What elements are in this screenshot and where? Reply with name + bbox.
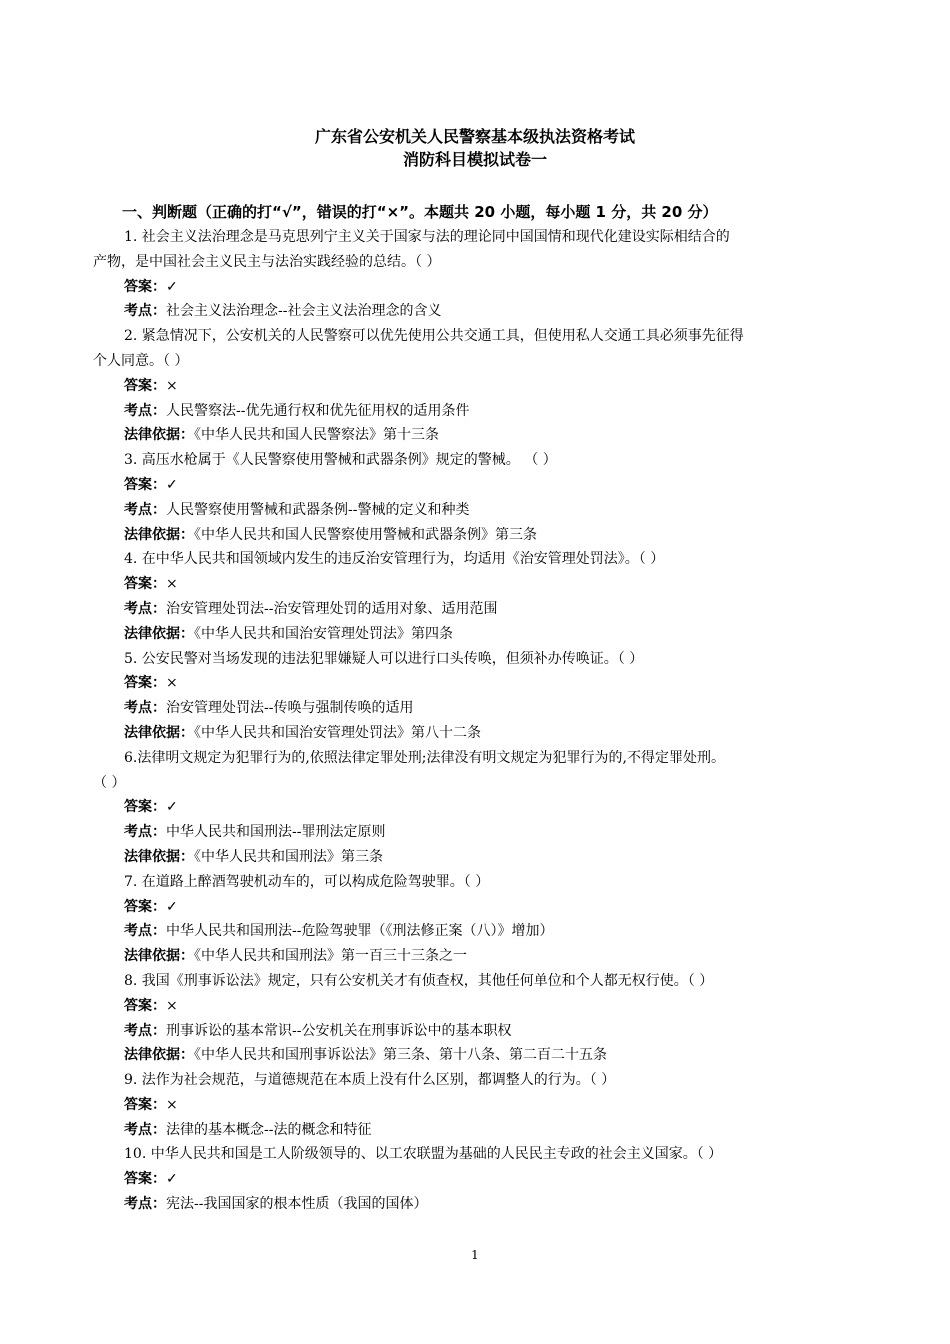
point-label: 考点： — [124, 402, 166, 419]
answer-row — [0, 895, 950, 920]
section-heading: 一、判断题（正确的打“√”，错误的打“×”。本题共 20 小题，每小题 1 分，共 20 分） — [122, 203, 718, 221]
basis-label: 法律依据： — [124, 526, 194, 543]
point-row — [0, 1019, 950, 1044]
point-value: 宪法--我国国家的根本性质（我国的国体） — [166, 1196, 428, 1213]
point-value: 人民警察使用警械和武器条例--警械的定义和种类 — [166, 501, 470, 518]
point-value: 人民警察法--优先通行权和优先征用权的适用条件 — [166, 402, 470, 419]
answer-label: 答案： — [124, 1171, 166, 1188]
basis-label: 法律依据： — [124, 1047, 194, 1064]
question-text — [0, 448, 950, 473]
point-label: 考点： — [124, 600, 166, 617]
answer-value: ✓ — [166, 1171, 178, 1188]
answer-row — [0, 1167, 950, 1192]
point-label: 考点： — [124, 501, 166, 518]
question-stem: 10. 中华人民共和国是工人阶级领导的、以工农联盟为基础的人民民主专政的社会主义国家。（ ） — [124, 1146, 723, 1163]
answer-label: 答案： — [124, 377, 166, 394]
basis-label: 法律依据： — [124, 948, 194, 965]
question-stem: 3. 高压水枪属于《人民警察使用警械和武器条例》规定的警械。 （ ） — [124, 452, 557, 469]
question-text — [0, 647, 950, 672]
basis-value: 《中华人民共和国刑事诉讼法》第三条、第十八条、第二百二十五条 — [194, 1047, 607, 1064]
point-row — [0, 919, 950, 944]
basis-row — [0, 622, 950, 647]
point-label: 考点： — [124, 1196, 166, 1213]
basis-row — [0, 423, 950, 448]
question-list — [0, 225, 950, 1217]
question-text — [0, 324, 950, 349]
answer-label: 答案： — [124, 278, 166, 295]
basis-value: 《中华人民共和国治安管理处罚法》第四条 — [194, 625, 453, 642]
question-stem: 5. 公安民警对当场发现的违法犯罪嫌疑人可以进行口头传唤，但须补办传唤证。（ ） — [124, 650, 644, 667]
basis-value: 《中华人民共和国治安管理处罚法》第八十二条 — [194, 724, 481, 741]
basis-row — [0, 1043, 950, 1068]
point-value: 治安管理处罚法--治安管理处罚的适用对象、适用范围 — [166, 600, 498, 617]
question-stem: 2. 紧急情况下，公安机关的人民警察可以优先使用公共交通工具，但使用私人交通工具必须事先征得 — [124, 328, 744, 345]
answer-row — [0, 671, 950, 696]
question-stem: 1. 社会主义法治理念是马克思列宁主义关于国家与法的理论同中国国情和现代化建设实际相结合的 — [124, 229, 730, 245]
basis-label: 法律依据： — [124, 724, 194, 741]
basis-row — [0, 944, 950, 969]
point-label: 考点： — [124, 1022, 166, 1039]
point-row — [0, 498, 950, 523]
answer-value: × — [166, 997, 178, 1014]
point-row — [0, 1192, 950, 1217]
point-row — [0, 1118, 950, 1143]
point-row — [0, 399, 950, 424]
point-label: 考点： — [124, 303, 166, 320]
question-text — [0, 1068, 950, 1093]
point-row — [0, 597, 950, 622]
point-row — [0, 299, 950, 324]
question-text-continued — [0, 771, 950, 796]
question-text — [0, 1142, 950, 1167]
point-label: 考点： — [124, 1121, 166, 1138]
answer-row — [0, 275, 950, 300]
answer-label: 答案： — [124, 799, 166, 816]
basis-value: 《中华人民共和国刑法》第三条 — [194, 848, 383, 865]
point-value: 刑事诉讼的基本常识--公安机关在刑事诉讼中的基本职权 — [166, 1022, 512, 1039]
basis-value: 《中华人民共和国人民警察使用警械和武器条例》第三条 — [194, 526, 537, 543]
point-label: 考点： — [124, 700, 166, 717]
document-subtitle: 消防科目模拟试卷一 — [402, 150, 547, 169]
basis-row — [0, 721, 950, 746]
basis-label: 法律依据： — [124, 848, 194, 865]
question-text — [0, 870, 950, 895]
point-label: 考点： — [124, 923, 166, 940]
answer-value: × — [166, 377, 178, 394]
basis-value: 《中华人民共和国刑法》第一百三十三条之一 — [194, 948, 467, 965]
basis-label: 法律依据： — [124, 427, 194, 444]
question-text — [0, 969, 950, 994]
answer-label: 答案： — [124, 675, 166, 692]
question-text — [0, 746, 950, 771]
answer-value: × — [166, 576, 178, 593]
question-stem-continued: 个人同意。（ ） — [93, 352, 189, 369]
answer-value: ✓ — [166, 476, 178, 493]
question-text — [0, 547, 950, 572]
point-value: 中华人民共和国刑法--危险驾驶罪（《刑法修正案（八）》增加） — [166, 923, 554, 940]
question-text-continued — [0, 250, 950, 275]
document-title: 广东省公安机关人民警察基本级执法资格考试 — [314, 127, 635, 146]
answer-value: ✓ — [166, 898, 178, 915]
question-stem: 8. 我国《刑事诉讼法》规定，只有公安机关才有侦查权，其他任何单位和个人都无权行使。（ ） — [124, 972, 714, 989]
basis-value: 《中华人民共和国人民警察法》第十三条 — [194, 427, 439, 444]
question-stem-continued: （ ） — [93, 774, 126, 791]
basis-row — [0, 523, 950, 548]
answer-row — [0, 473, 950, 498]
point-value: 法律的基本概念--法的概念和特征 — [166, 1121, 372, 1138]
answer-row — [0, 572, 950, 597]
answer-label: 答案： — [124, 1096, 166, 1113]
answer-row — [0, 994, 950, 1019]
page-number: 1 — [471, 1248, 479, 1262]
question-stem-continued: 产物，是中国社会主义民主与法治实践经验的总结。（ ） — [93, 253, 441, 270]
answer-row — [0, 795, 950, 820]
question-text-continued — [0, 349, 950, 374]
basis-row — [0, 845, 950, 870]
question-stem: 9. 法作为社会规范，与道德规范在本质上没有什么区别，都调整人的行为。（ ） — [124, 1072, 616, 1089]
answer-row — [0, 1093, 950, 1118]
answer-label: 答案： — [124, 576, 166, 593]
point-row — [0, 820, 950, 845]
answer-label: 答案： — [124, 898, 166, 915]
answer-label: 答案： — [124, 476, 166, 493]
answer-value: × — [166, 675, 178, 692]
point-row — [0, 696, 950, 721]
question-stem: 7. 在道路上醉酒驾驶机动车的，可以构成危险驾驶罪。（ ） — [124, 873, 490, 890]
answer-value: ✓ — [166, 278, 178, 295]
answer-label: 答案： — [124, 997, 166, 1014]
question-stem: 6.法律明文规定为犯罪行为的,依照法律定罪处刑;法律没有明文规定为犯罪行为的,不得定罪处刑。 — [124, 749, 725, 766]
answer-value: × — [166, 1096, 178, 1113]
basis-label: 法律依据： — [124, 625, 194, 642]
question-text — [0, 225, 950, 250]
question-stem: 4. 在中华人民共和国领域内发生的违反治安管理行为，均适用《治安管理处罚法》。（ ） — [124, 551, 665, 568]
point-value: 社会主义法治理念--社会主义法治理念的含义 — [166, 303, 442, 320]
answer-value: ✓ — [166, 799, 178, 816]
point-value: 治安管理处罚法--传唤与强制传唤的适用 — [166, 700, 414, 717]
point-value: 中华人民共和国刑法--罪刑法定原则 — [166, 824, 386, 841]
answer-row — [0, 374, 950, 399]
point-label: 考点： — [124, 824, 166, 841]
